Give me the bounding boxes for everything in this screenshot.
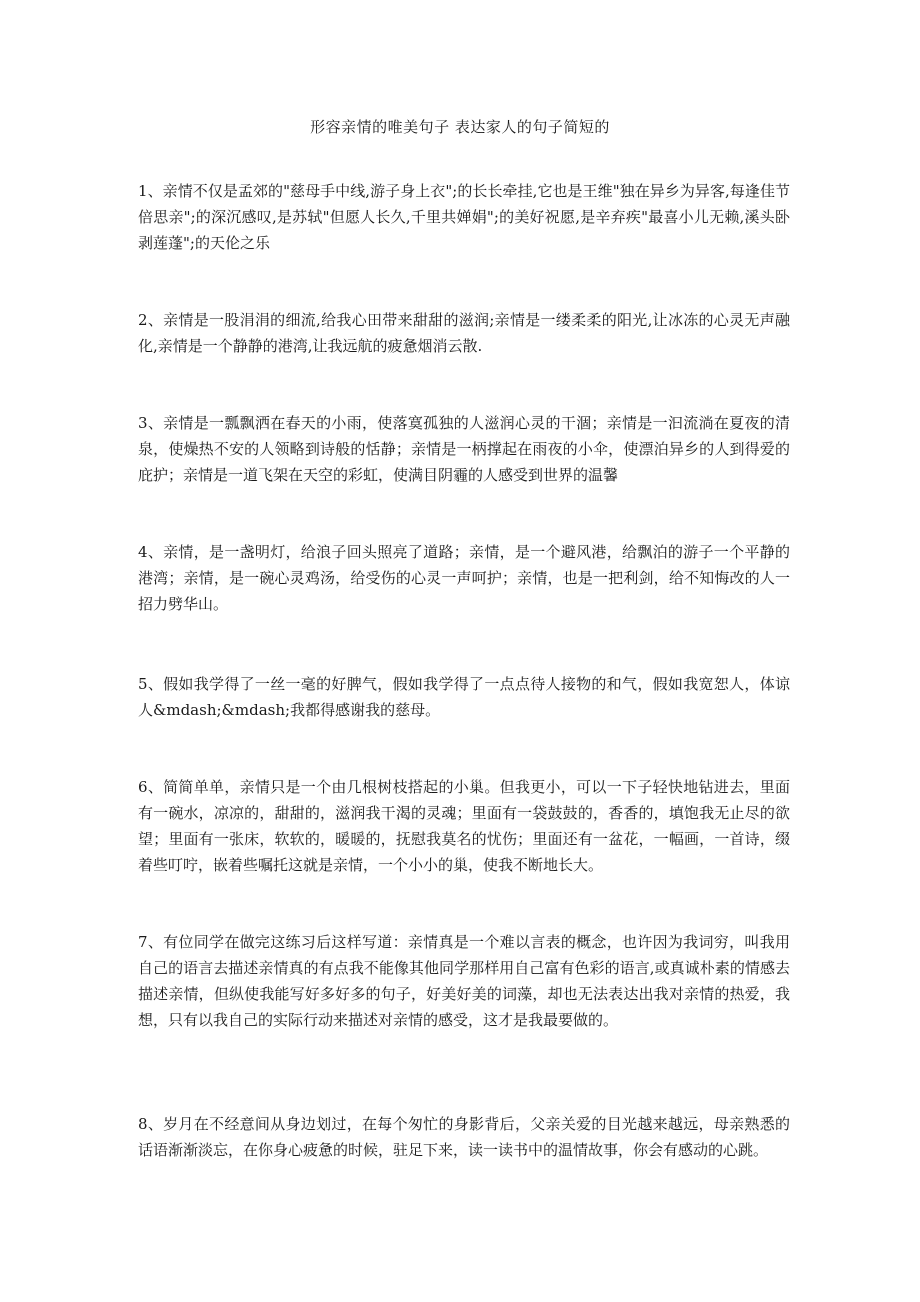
paragraph-8: 8、岁月在不经意间从身边划过，在每个匆忙的身影背后，父亲关爱的目光越来越远，母亲熟悉的话语渐渐淡忘，在你身心疲惫的时候，驻足下来，读一读书中的温情故事，你会有感动的心跳。 [138,1115,790,1159]
paragraph-6: 6、简简单单，亲情只是一个由几根树枝搭起的小巢。但我更小，可以一下子轻快地钻进去，里面有一碗水，凉凉的，甜甜的，滋润我干渴的灵魂；里面有一袋鼓鼓的，香香的，填饱我无止尽的欲望；里面有一张床，软软的，暖暖的，抚慰我莫名的忧伤；里面还有一盆花，一幅画，一首诗，缀着些叮咛，嵌着些嘱托这就是亲情，一个小小的巢，使我不断地长大。 [138,778,790,874]
paragraph-1: 1、亲情不仅是孟郊的"慈母手中线,游子身上衣";的长长牵挂,它也是王维"独在异乡为异客,每逢佳节倍思亲";的深沉感叹,是苏轼"但愿人长久,千里共婵娟";的美好祝愿,是辛弃疾"最喜小儿无赖,溪头卧剥莲蓬";的天伦之乐 [138,182,790,252]
paragraph-4: 4、亲情，是一盏明灯，给浪子回头照亮了道路；亲情，是一个避风港，给飘泊的游子一个平静的港湾；亲情，是一碗心灵鸡汤，给受伤的心灵一声呵护；亲情，也是一把利剑，给不知悔改的人一招力劈华山。 [138,543,790,613]
paragraph-5: 5、假如我学得了一丝一毫的好脾气，假如我学得了一点点待人接物的和气，假如我宽恕人，体谅人&mdash;&mdash;我都得感谢我的慈母。 [138,675,790,719]
paragraph-2: 2、亲情是一股涓涓的细流,给我心田带来甜甜的滋润;亲情是一缕柔柔的阳光,让冰冻的心灵无声融化,亲情是一个静静的港湾,让我远航的疲惫烟消云散. [138,311,790,355]
paragraph-3: 3、亲情是一瓢飘洒在春天的小雨，使落寞孤独的人滋润心灵的干涸；亲情是一汩流淌在夏夜的清泉，使燥热不安的人领略到诗般的恬静；亲情是一柄撑起在雨夜的小伞，使漂泊异乡的人到得爱的庇护；亲情是一道飞架在天空的彩虹，使满目阴霾的人感受到世界的温馨 [138,414,790,484]
document-title: 形容亲情的唯美句子 表达家人的句子简短的 [310,118,610,136]
paragraph-7: 7、有位同学在做完这练习后这样写道：亲情真是一个难以言表的概念，也许因为我词穷，叫我用自己的语言去描述亲情真的有点我不能像其他同学那样用自己富有色彩的语言,或真诚朴素的情感去描述亲情，但纵使我能写好多好多的句子，好美好美的词藻，却也无法表达出我对亲情的热爱，我想，只有以我自己的实际行动来描述对亲情的感受，这才是我最要做的。 [138,933,790,1029]
